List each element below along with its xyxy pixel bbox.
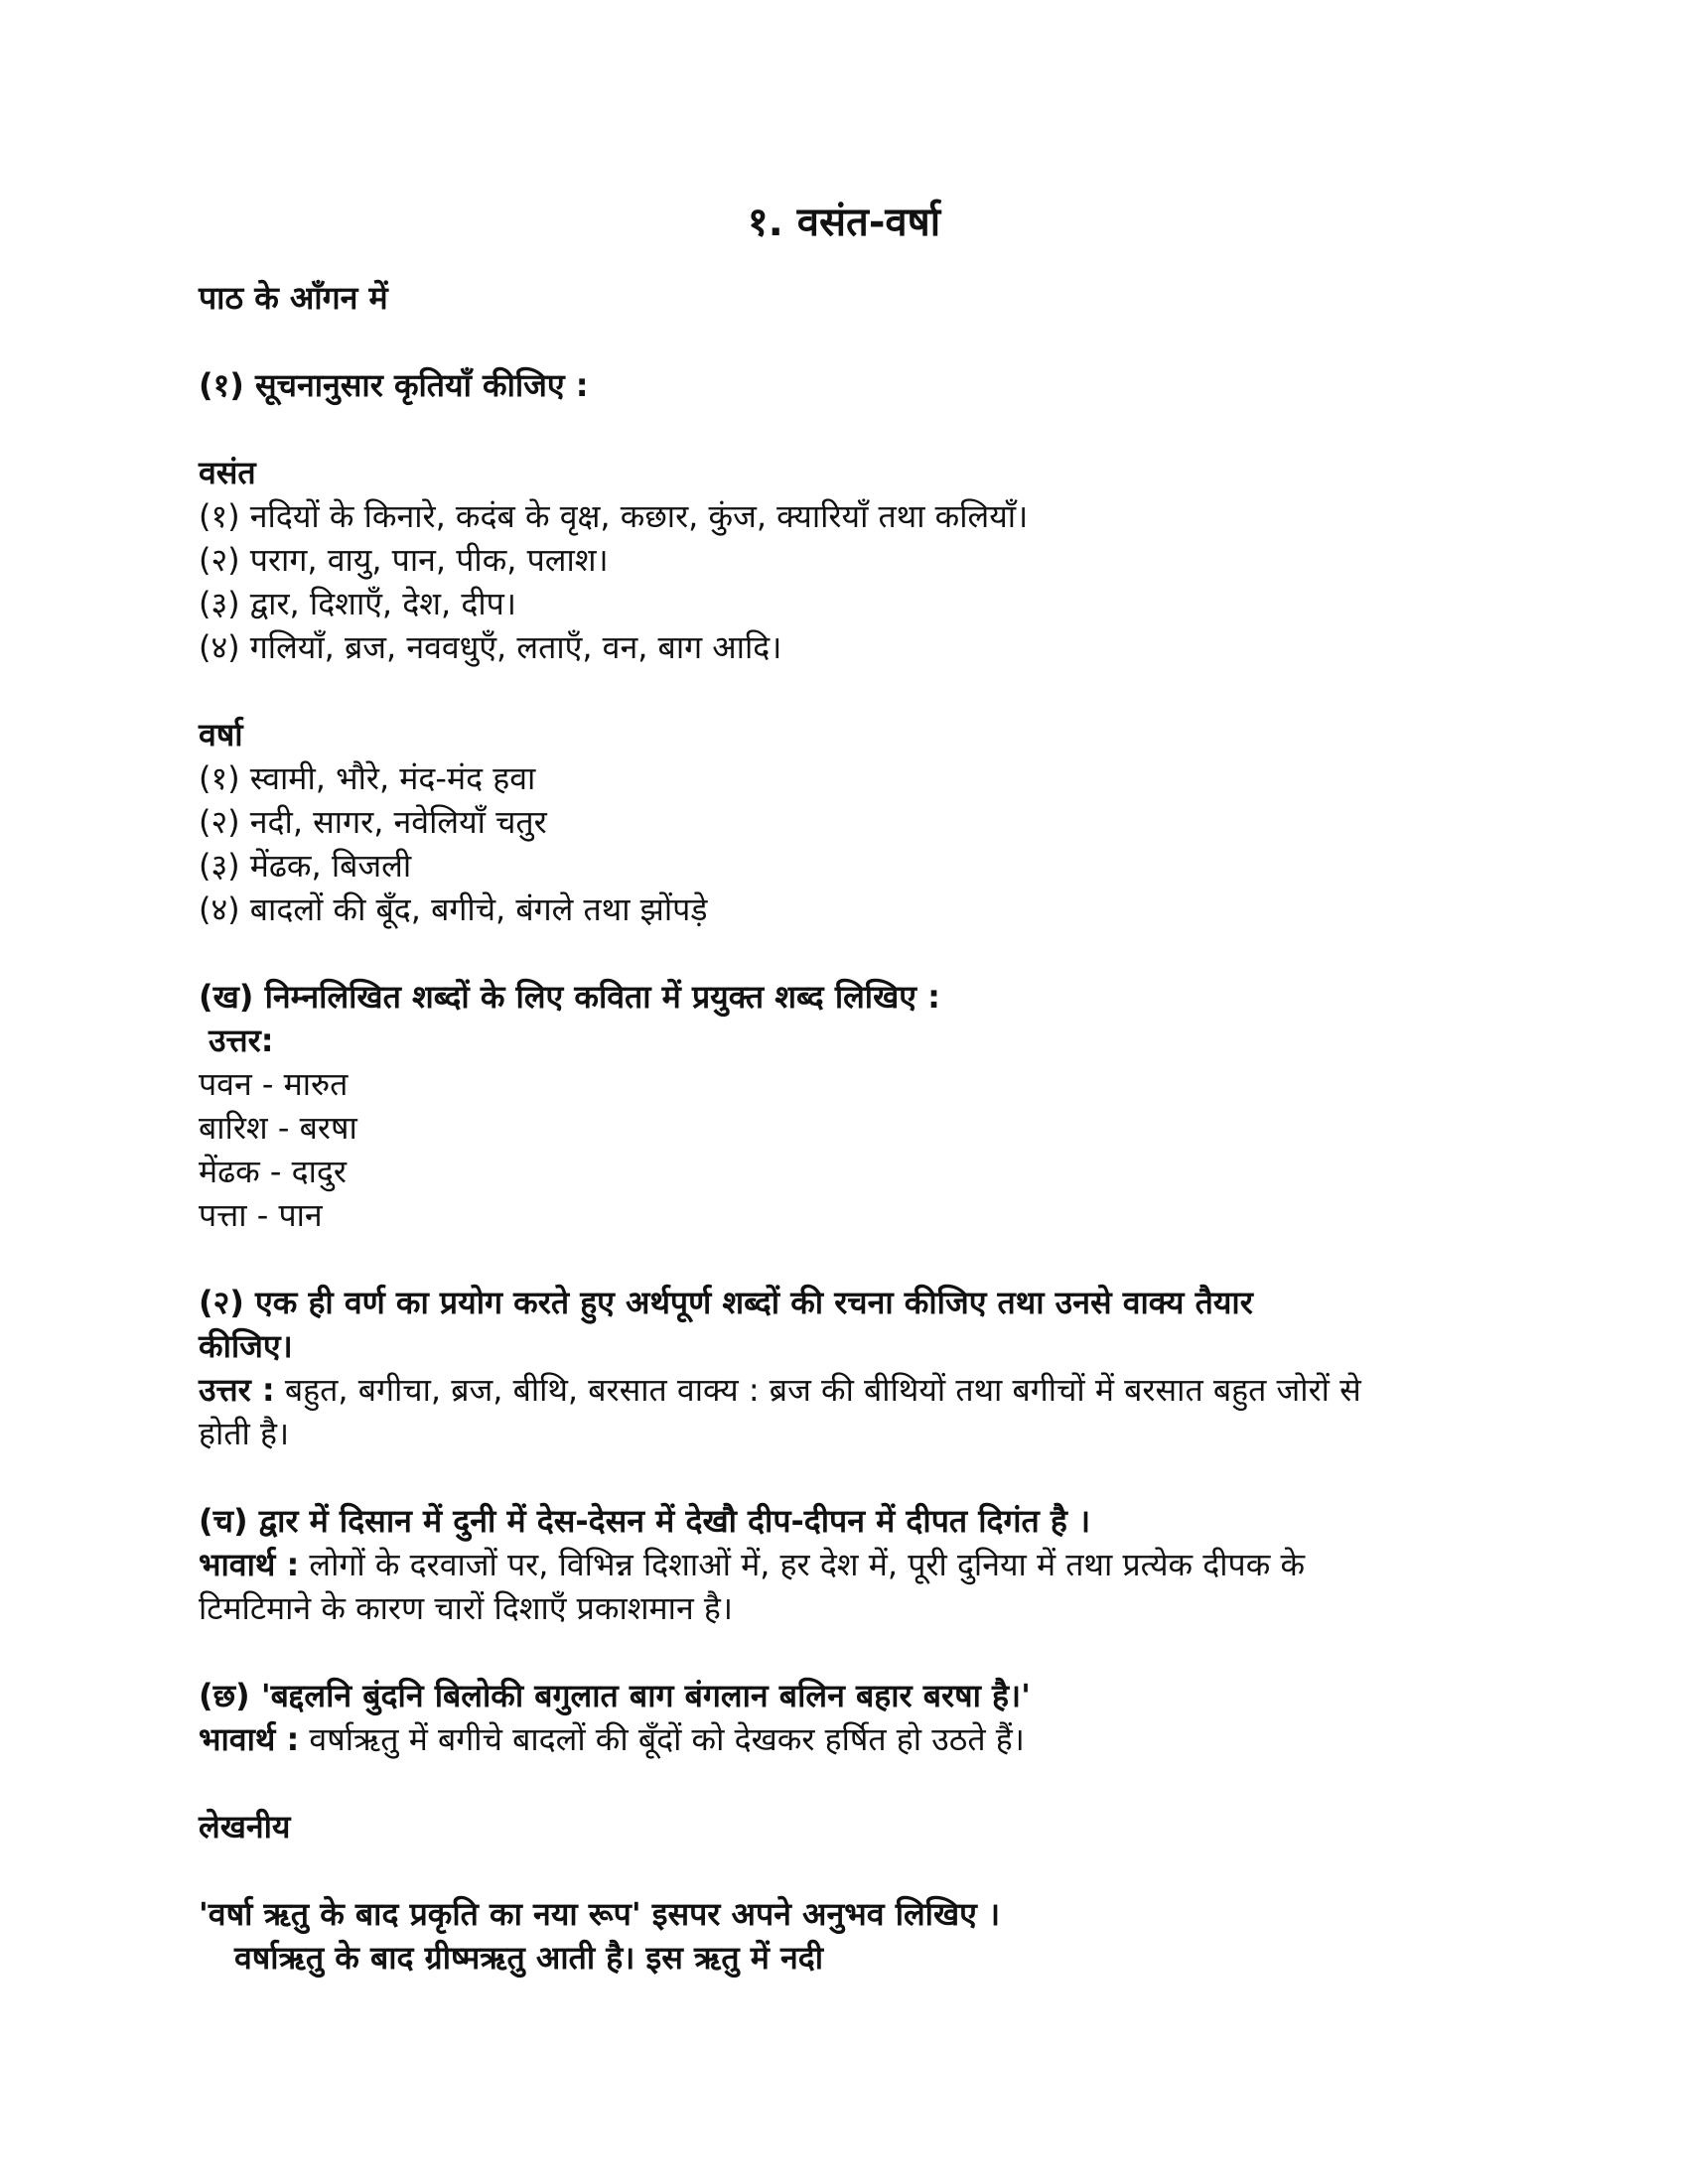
qch-bhavarth-line2: टिमटिमाने के कारण चारों दिशाएँ प्रकाशमान है। xyxy=(199,1589,733,1627)
varsha-item-3: (३) मेंढक, बिजली xyxy=(199,847,412,885)
q2-heading-line1: (२) एक ही वर्ण का प्रयोग करते हुए अर्थपूर्ण शब्दों की रचना कीजिए तथा उनसे वाक्य तैयार xyxy=(199,1284,1253,1321)
vasant-item-3: (३) द्वार, दिशाएँ, देश, दीप। xyxy=(199,585,516,622)
qch-heading: (च) द्वार में दिसान में दुनी में देस-देसन में देखौ दीप-दीपन में दीपत दिगंत है । xyxy=(199,1502,1091,1540)
qch-bhavarth-text: लोगों के दरवाजों पर, विभिन्न दिशाओं में, हर देश में, पूरी दुनिया में तथा प्रत्येक दीपक के xyxy=(299,1546,1306,1583)
varsha-label: वर्षा xyxy=(199,716,243,753)
vasant-item-4: (४) गलियाँ, ब्रज, नववधुएँ, लताएँ, वन, बाग आदि। xyxy=(199,628,782,666)
lekhaniya-prompt: 'वर्षा ऋतु के बाद प्रकृति का नया रूप' इसपर अपने अनुभव लिखिए । xyxy=(199,1895,1001,1933)
lesson-title: १. वसंत-वर्षा xyxy=(747,200,941,245)
qch-bhavarth-label: भावार्थ : xyxy=(199,1546,300,1583)
document-page xyxy=(199,199,1489,1979)
qkh-heading: (ख) निम्नलिखित शब्दों के लिए कविता में प्रयुक्त शब्द लिखिए : xyxy=(199,978,940,1016)
lekhaniya-answer-start: वर्षाऋतु के बाद ग्रीष्मऋतु आती है। इस ऋतु में नदी xyxy=(234,1939,824,1977)
vasant-item-2: (२) पराग, वायु, पान, पीक, पलाश। xyxy=(199,541,609,579)
vasant-item-1: (१) नदियों के किनारे, कदंब के वृक्ष, कछार, कुंज, क्यारियाँ तथा कलियाँ। xyxy=(199,497,1029,535)
varsha-item-4: (४) बादलों की बूँद, बगीचे, बंगले तथा झोंपड़े xyxy=(199,890,708,928)
qkh-pair-2: बारिश - बरषा xyxy=(199,1109,357,1147)
q2-answer-line2: होती है। xyxy=(199,1415,290,1452)
qkh-pair-4: पत्ता - पान xyxy=(199,1196,323,1234)
qkh-answer-label: उत्तर: xyxy=(209,1022,274,1059)
varsha-item-2: (२) नदी, सागर, नवेलियाँ चतुर xyxy=(199,803,547,841)
qch-bhavarth-line1 xyxy=(199,1543,1489,1586)
q2-answer-label: उत्तर : xyxy=(199,1371,275,1409)
qchh-bhavarth-line xyxy=(199,1717,1489,1761)
vasant-label: वसंत xyxy=(199,454,256,491)
lekhaniya-heading: लेखनीय xyxy=(199,1808,291,1845)
qchh-bhavarth-label: भावार्थ : xyxy=(199,1720,300,1758)
q1-heading: (१) सूचनानुसार कृतियाँ कीजिए : xyxy=(199,366,589,404)
qchh-bhavarth-text: वर्षाऋतु में बगीचे बादलों की बूँदों को देखकर हर्षित हो उठते हैं। xyxy=(299,1720,1025,1758)
q2-heading-line2: कीजिए। xyxy=(199,1327,293,1365)
qkh-pair-1: पवन - मारुत xyxy=(199,1065,349,1103)
section-heading: पाठ के आँगन में xyxy=(199,279,388,317)
q2-answer-line1 xyxy=(199,1368,1489,1412)
varsha-item-1: (१) स्वामी, भौरे, मंद-मंद हवा xyxy=(199,759,536,797)
qkh-pair-3: मेंढक - दादुर xyxy=(199,1153,347,1190)
qchh-heading: (छ) 'बद्दलनि बुंदनि बिलोकी बगुलात बाग बंगलान बलिन बहार बरषा है।' xyxy=(199,1677,1031,1714)
q2-answer-text: बहुत, बगीचा, ब्रज, बीथि, बरसात वाक्य : ब्रज की बीथियों तथा बगीचों में बरसात बहुत जोरों से xyxy=(274,1371,1361,1409)
